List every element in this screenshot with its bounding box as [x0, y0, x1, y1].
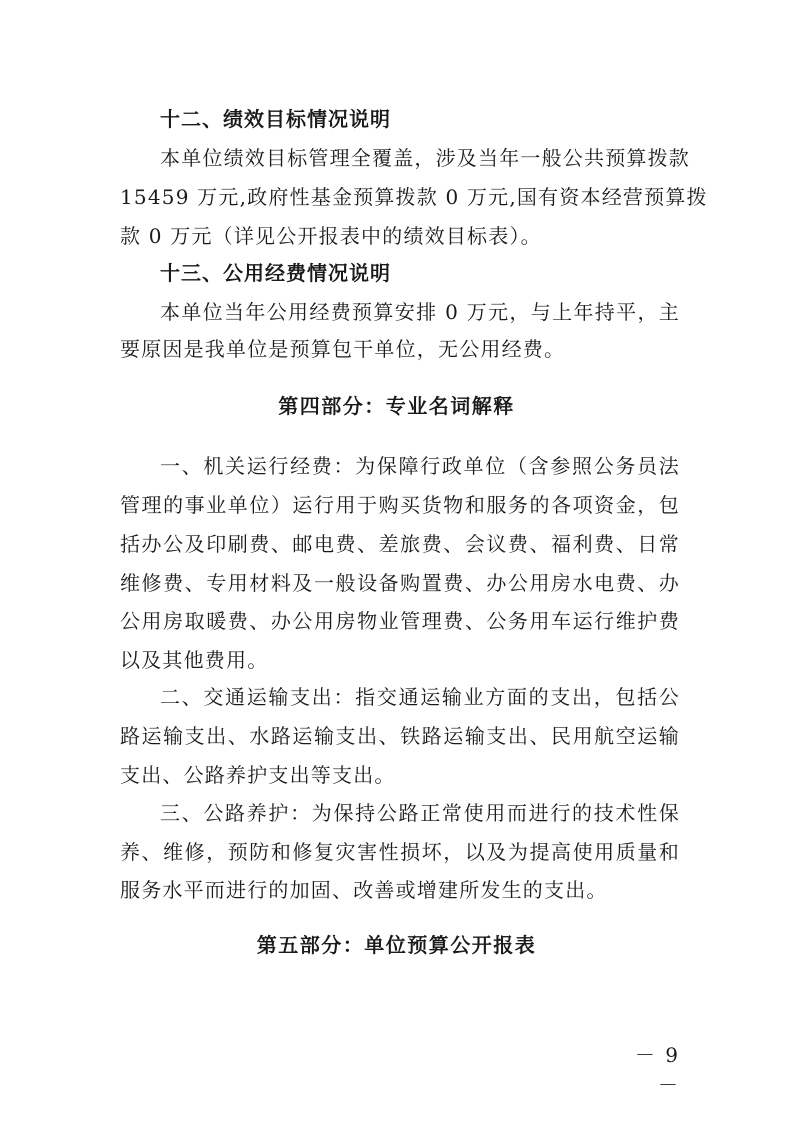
term-2-line-2: 路运输支出、水路运输支出、铁路运输支出、民用航空运输	[120, 724, 680, 748]
term-1-line-4: 维修费、专用材料及一般设备购置费、办公用房水电费、办	[120, 571, 680, 595]
term-1-line-5: 公用房取暖费、办公用房物业管理费、公务用车运行维护费	[120, 609, 680, 633]
section-13-heading: 十三、公用经费情况说明	[160, 261, 391, 285]
part-5-title: 第五部分：单位预算公开报表	[256, 933, 537, 957]
term-1-line-2: 管理的事业单位）运行用于购买货物和服务的各项资金，包	[120, 493, 680, 517]
section-12-line-2: 15459 万元,政府性基金预算拨款 0 万元,国有资本经营预算拨	[120, 185, 708, 209]
term-1-line-6: 以及其他费用。	[120, 648, 269, 672]
term-3-line-3: 服务水平而进行的加固、改善或增建所发生的支出。	[120, 878, 608, 902]
term-1-line-1: 一、机关运行经费：为保障行政单位（含参照公务员法	[160, 454, 680, 478]
term-3-line-1: 三、公路养护：为保持公路正常使用而进行的技术性保	[160, 801, 680, 825]
section-12-heading: 十二、绩效目标情况说明	[160, 107, 391, 131]
page-number: － 9 －	[634, 1043, 680, 1097]
part-4-title: 第四部分：专业名词解释	[278, 394, 515, 418]
term-3-line-2: 养、维修，预防和修复灾害性损坏，以及为提高使用质量和	[120, 840, 680, 864]
section-12-line-1: 本单位绩效目标管理全覆盖，涉及当年一般公共预算拨款	[160, 146, 690, 170]
term-1-line-3: 括办公及印刷费、邮电费、差旅费、会议费、福利费、日常	[120, 532, 680, 556]
section-12-line-3: 款 0 万元（详见公开报表中的绩效目标表）。	[120, 224, 542, 248]
term-2-line-1: 二、交通运输支出：指交通运输业方面的支出，包括公	[160, 685, 680, 709]
section-13-line-2: 要原因是我单位是预算包干单位，无公用经费。	[120, 337, 566, 361]
section-13-line-1: 本单位当年公用经费预算安排 0 万元，与上年持平，主	[160, 300, 680, 324]
term-2-line-3: 支出、公路养护支出等支出。	[120, 763, 396, 787]
